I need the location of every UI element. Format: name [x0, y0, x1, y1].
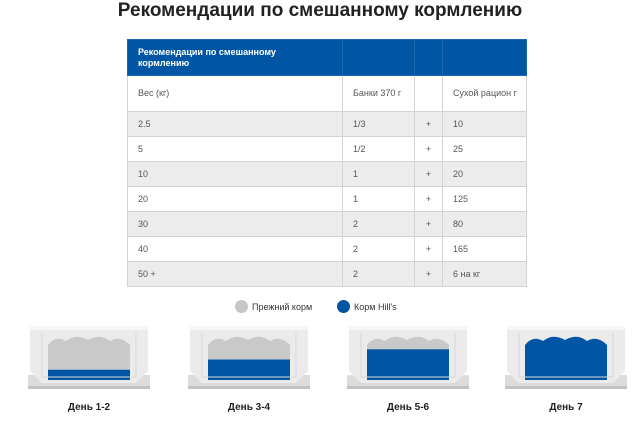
- cell-dry: 20: [443, 162, 527, 187]
- hills-food-fill: [525, 337, 607, 380]
- cell-plus: +: [415, 162, 443, 187]
- cell-weight: 5: [128, 137, 343, 162]
- legend-label-hills: Корм Hill's: [354, 301, 397, 312]
- cell-dry: 165: [443, 237, 527, 262]
- hills-food-fill: [48, 370, 130, 380]
- cell-cans: 2: [343, 237, 415, 262]
- day-label: День 7: [549, 402, 583, 413]
- legend-item-old: [235, 300, 312, 313]
- day-label: День 1-2: [67, 402, 111, 413]
- bowl-base-shadow: [505, 386, 627, 389]
- cell-weight: 50 +: [128, 262, 343, 287]
- bowl-illustration: [28, 323, 150, 389]
- table-row: [128, 162, 527, 187]
- bowl-rim: [190, 326, 308, 330]
- table-column-headers: [128, 76, 527, 112]
- page-title: Рекомендации по смешанному кормлению: [117, 0, 523, 21]
- cell-dry: 25: [443, 137, 527, 162]
- table-row: [128, 237, 527, 262]
- old-food-fill: [208, 337, 290, 360]
- table-row: [128, 262, 527, 287]
- bowl-day-1-2: [28, 323, 150, 389]
- table-row: [128, 187, 527, 212]
- cell-plus: +: [415, 262, 443, 287]
- cell-weight: 10: [128, 162, 343, 187]
- old-food-fill: [48, 337, 130, 370]
- cell-cans: 1/2: [343, 137, 415, 162]
- bowl-illustration: [347, 323, 469, 389]
- table-header-title: Рекомендации по смешанному кормлению: [128, 40, 343, 76]
- cell-cans: 1: [343, 187, 415, 212]
- legend: [0, 300, 640, 316]
- gray-dot-icon: [235, 300, 248, 313]
- bowl-day-3-4: [188, 323, 310, 389]
- col-header-dry: Сухой рацион г: [443, 76, 527, 112]
- cell-plus: +: [415, 137, 443, 162]
- cell-cans: 1: [343, 162, 415, 187]
- cell-dry: 80: [443, 212, 527, 237]
- cell-plus: +: [415, 212, 443, 237]
- blue-dot-icon: [337, 300, 350, 313]
- bowl-day-7: [505, 323, 627, 389]
- hills-food-fill: [367, 349, 449, 380]
- cell-weight: 20: [128, 187, 343, 212]
- cell-dry: 6 на кг: [443, 262, 527, 287]
- bowl-rim: [349, 326, 467, 330]
- bowl-base-shadow: [28, 386, 150, 389]
- table-row: [128, 112, 527, 137]
- legend-item-hills: [337, 300, 397, 313]
- bowl-day-5-6: [347, 323, 469, 389]
- bowl-rim: [507, 326, 625, 330]
- day-label: День 3-4: [227, 402, 271, 413]
- cell-plus: +: [415, 112, 443, 137]
- cell-cans: 1/3: [343, 112, 415, 137]
- table-row: [128, 137, 527, 162]
- cell-cans: 2: [343, 262, 415, 287]
- cell-plus: +: [415, 237, 443, 262]
- cell-weight: 40: [128, 237, 343, 262]
- bowl-rim: [30, 326, 148, 330]
- table-header-row: [128, 40, 527, 76]
- col-header-weight: Вес (кг): [128, 76, 343, 112]
- bowl-illustration: [505, 323, 627, 389]
- bowl-illustration: [188, 323, 310, 389]
- cell-plus: +: [415, 187, 443, 212]
- bowl-base-shadow: [347, 386, 469, 389]
- day-label: День 5-6: [386, 402, 430, 413]
- bowl-base-shadow: [188, 386, 310, 389]
- table-row: [128, 212, 527, 237]
- legend-label-old: Прежний корм: [252, 301, 313, 312]
- cell-weight: 2.5: [128, 112, 343, 137]
- cell-dry: 10: [443, 112, 527, 137]
- feeding-table: [127, 39, 527, 287]
- cell-dry: 125: [443, 187, 527, 212]
- col-header-cans: Банки 370 г: [343, 76, 415, 112]
- cell-weight: 30: [128, 212, 343, 237]
- cell-cans: 2: [343, 212, 415, 237]
